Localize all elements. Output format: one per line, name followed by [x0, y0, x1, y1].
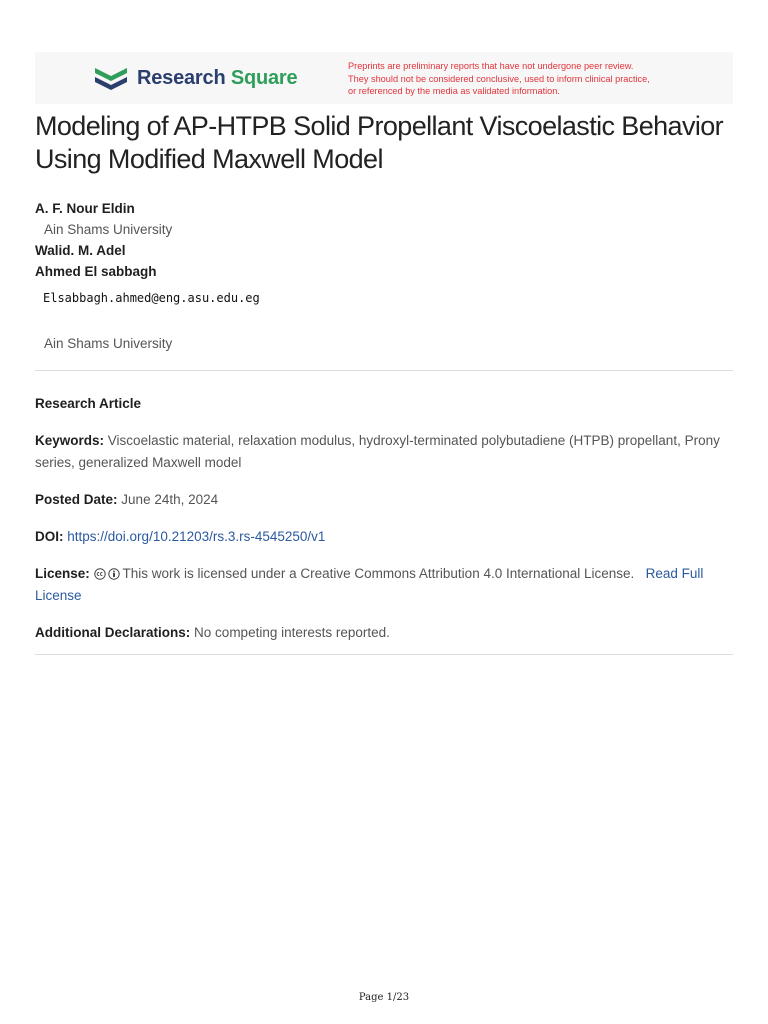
notice-line: Preprints are preliminary reports that have not undergone peer review.	[348, 61, 634, 71]
posted-date-label: Posted Date:	[35, 492, 118, 507]
keywords	[35, 430, 733, 474]
license-text: This work is licensed under a Creative Commons Attribution 4.0 International License.	[122, 566, 635, 581]
author-list	[35, 198, 735, 354]
notice-line: They should not be considered conclusive, used to inform clinical practice,	[348, 73, 650, 84]
keywords-value: Viscoelastic material, relaxation modulus, hydroxyl-terminated polybutadiene (HTPB) propellant, Prony series, generalized Maxwell model	[35, 433, 720, 470]
author-name: Walid. M. Adel	[35, 243, 126, 258]
author-name: A. F. Nour Eldin	[35, 201, 135, 216]
divider	[35, 370, 733, 371]
read-full-license-link[interactable]: Read Full License	[35, 566, 704, 603]
doi-link[interactable]: https://doi.org/10.21203/rs.3.rs-4545250/v1	[67, 529, 326, 544]
research-square-logo[interactable]	[93, 62, 297, 94]
posted-date-value: June 24th, 2024	[121, 492, 219, 507]
preprint-notice	[348, 60, 650, 98]
research-square-logo-icon	[93, 64, 129, 92]
doi	[35, 526, 733, 548]
article-type-label: Research Article	[35, 396, 142, 411]
by-attribution-icon	[108, 568, 120, 580]
notice-line: or referenced by the media as validated information.	[348, 86, 560, 97]
license-label: License:	[35, 566, 90, 581]
page-number: Page 1/23	[358, 992, 410, 1003]
divider	[35, 654, 733, 655]
license	[35, 563, 733, 607]
declarations-value: No competing interests reported.	[194, 625, 390, 640]
author-affiliation: Ain Shams University	[44, 222, 173, 237]
logo-word-research: Research	[137, 66, 226, 89]
author-name: Ahmed El sabbagh	[35, 264, 157, 279]
author-email[interactable]: Elsabbagh.ahmed@eng.asu.edu.eg	[43, 291, 260, 305]
keywords-label: Keywords:	[35, 433, 105, 448]
preprint-banner	[35, 52, 733, 104]
article-type	[35, 393, 733, 415]
cc-icon	[94, 568, 106, 580]
declarations-label: Additional Declarations:	[35, 625, 191, 640]
posted-date	[35, 489, 733, 511]
author-affiliation: Ain Shams University	[44, 336, 173, 351]
additional-declarations	[35, 622, 733, 644]
doi-label: DOI:	[35, 529, 64, 544]
paper-title: Modeling of AP-HTPB Solid Propellant Viscoelastic Behavior Using Modified Maxwell Model	[35, 111, 724, 174]
logo-word-square: Square	[230, 66, 298, 89]
logo-wordmark	[137, 67, 297, 90]
